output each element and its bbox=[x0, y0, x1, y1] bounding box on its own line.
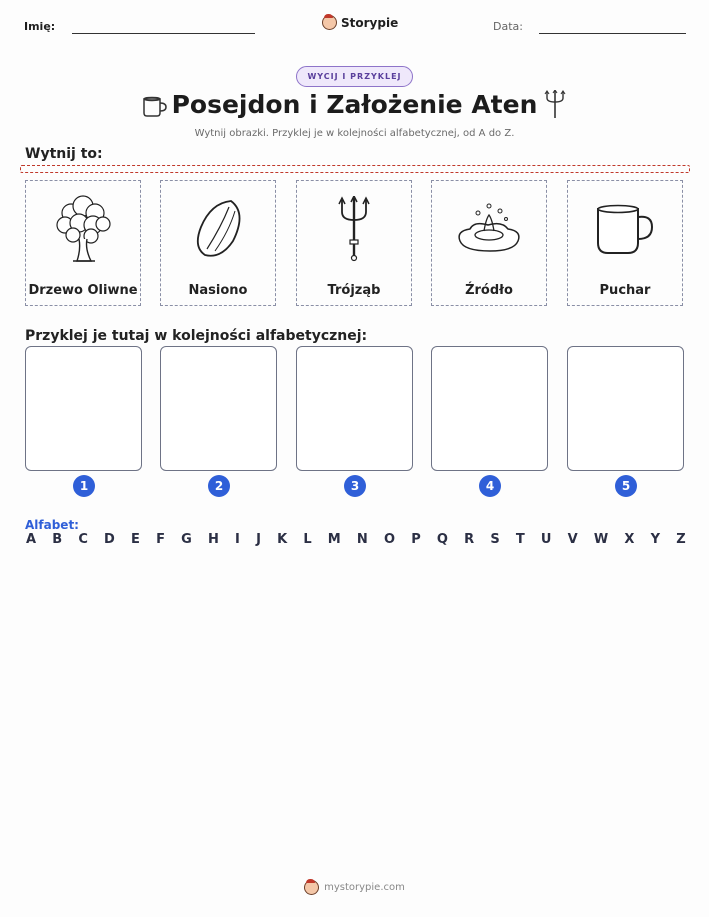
alphabet-letter: Q bbox=[436, 532, 448, 547]
alphabet-letter: A bbox=[26, 532, 37, 547]
name-label: Imię: bbox=[24, 20, 56, 33]
alphabet-row bbox=[26, 532, 686, 547]
page-title: Posejdon i Założenie Aten bbox=[171, 90, 538, 119]
alphabet-letter: W bbox=[593, 532, 609, 547]
card-label: Drzewo Oliwne bbox=[28, 283, 138, 298]
paste-slot-5[interactable] bbox=[567, 346, 684, 471]
card-label: Trójząb bbox=[327, 283, 381, 298]
slot-number-1: 1 bbox=[73, 475, 95, 497]
trident-icon bbox=[297, 189, 411, 269]
spring-icon bbox=[432, 189, 546, 269]
paste-slot-3[interactable] bbox=[296, 346, 413, 471]
alphabet-letter: Z bbox=[676, 532, 686, 547]
seed-icon bbox=[161, 189, 275, 269]
date-line[interactable] bbox=[539, 33, 686, 34]
logo-text: Storypie bbox=[341, 15, 399, 30]
alphabet-letter: F bbox=[156, 532, 165, 547]
alphabet-letter: V bbox=[567, 532, 578, 547]
alphabet-letter: G bbox=[181, 532, 192, 547]
alphabet-letter: P bbox=[411, 532, 421, 547]
paste-section-label: Przyklej je tutaj w kolejności alfabetycznej: bbox=[25, 328, 368, 344]
alphabet-letter: B bbox=[52, 532, 63, 547]
paste-slot-4[interactable] bbox=[431, 346, 548, 471]
slot-number-2: 2 bbox=[208, 475, 230, 497]
date-label: Data: bbox=[493, 20, 523, 33]
alphabet-letter: R bbox=[464, 532, 475, 547]
storypie-mascot-icon bbox=[322, 15, 337, 30]
alphabet-letter: O bbox=[383, 532, 396, 547]
alphabet-letter: M bbox=[327, 532, 341, 547]
slot-number-4: 4 bbox=[479, 475, 501, 497]
alphabet-letter: J bbox=[256, 532, 261, 547]
activity-badge: WYCIJ I PRZYKLEJ bbox=[296, 66, 413, 87]
footer bbox=[0, 880, 709, 895]
cut-card-olive-tree[interactable] bbox=[25, 180, 141, 306]
alphabet-letter: U bbox=[540, 532, 552, 547]
storypie-logo bbox=[322, 15, 398, 30]
cut-section-label: Wytnij to: bbox=[25, 146, 103, 162]
alphabet-letter: S bbox=[490, 532, 500, 547]
alphabet-letter: Y bbox=[650, 532, 661, 547]
alphabet-letter: X bbox=[624, 532, 635, 547]
alphabet-letter: C bbox=[78, 532, 88, 547]
alphabet-letter: T bbox=[515, 532, 525, 547]
cup-icon bbox=[568, 189, 682, 269]
cut-card-cup[interactable] bbox=[567, 180, 683, 306]
alphabet-letter: D bbox=[104, 532, 115, 547]
alphabet-letter: K bbox=[277, 532, 288, 547]
paste-slot-1[interactable] bbox=[25, 346, 142, 471]
alphabet-letter: E bbox=[131, 532, 140, 547]
alphabet-letter: I bbox=[235, 532, 240, 547]
alphabet-letter: H bbox=[207, 532, 219, 547]
slot-number-3: 3 bbox=[344, 475, 366, 497]
storypie-footer-icon bbox=[304, 880, 319, 895]
olive-tree-icon bbox=[26, 189, 140, 269]
footer-text: mystorypie.com bbox=[324, 882, 405, 893]
name-line[interactable] bbox=[72, 33, 255, 34]
cut-card-spring[interactable] bbox=[431, 180, 547, 306]
card-label: Puchar bbox=[599, 283, 651, 298]
paste-slot-2[interactable] bbox=[160, 346, 277, 471]
trident-title-icon bbox=[544, 90, 566, 124]
cut-card-trident[interactable] bbox=[296, 180, 412, 306]
instructions: Wytnij obrazki. Przyklej je w kolejności alfabetycznej, od A do Z. bbox=[194, 128, 515, 139]
card-label: Nasiono bbox=[188, 283, 248, 298]
card-label: Źródło bbox=[465, 283, 513, 298]
alphabet-label: Alfabet: bbox=[25, 518, 79, 532]
alphabet-letter: N bbox=[356, 532, 368, 547]
cut-line bbox=[20, 165, 690, 173]
slot-number-5: 5 bbox=[615, 475, 637, 497]
alphabet-letter: L bbox=[303, 532, 312, 547]
cut-card-seed[interactable] bbox=[160, 180, 276, 306]
